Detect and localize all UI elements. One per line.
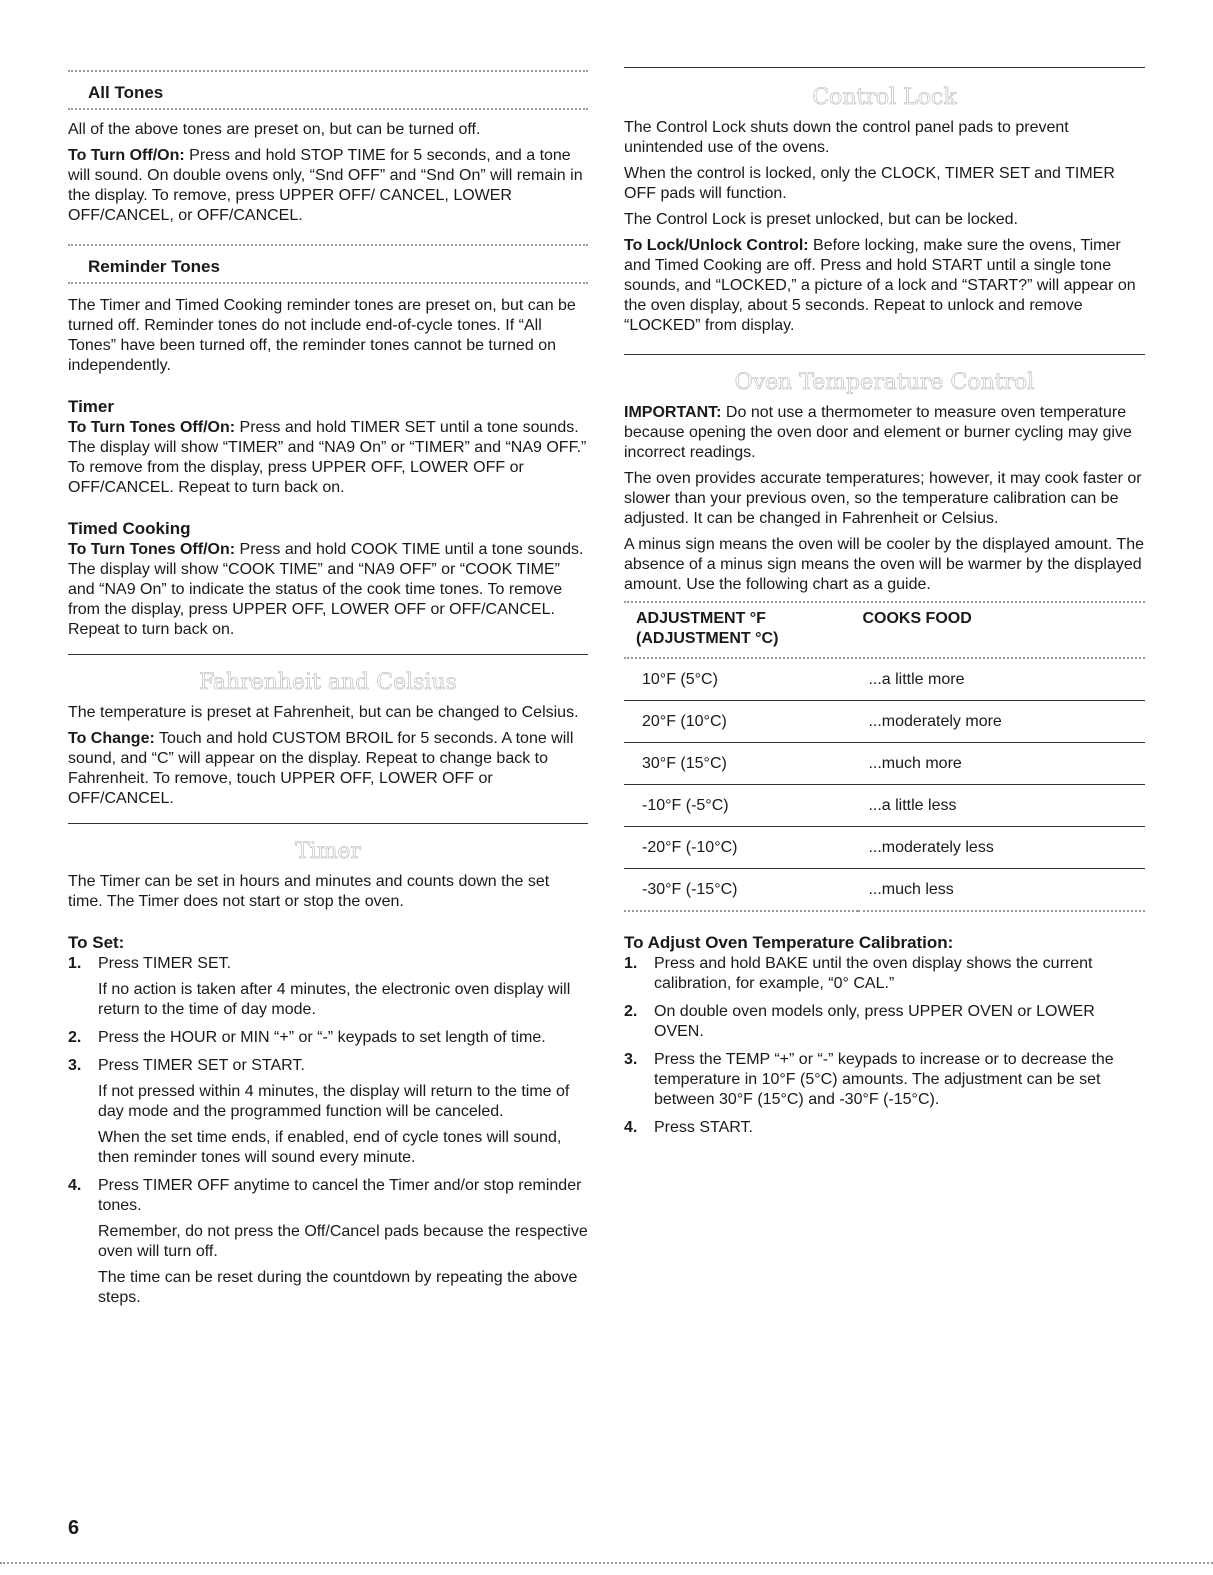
- instruction-label: To Lock/Unlock Control:: [624, 237, 809, 254]
- control-lock-instructions: [624, 236, 1145, 336]
- table-header-row: [624, 603, 1145, 657]
- step-number: 4.: [624, 1119, 638, 1136]
- step-text: Press TIMER SET or START.: [98, 1057, 305, 1074]
- timer-intro: The Timer can be set in hours and minutes and counts down the set time. The Timer does not start or stop the oven.: [68, 873, 550, 910]
- step-text: Press the HOUR or MIN “+” or “-” keypads to set length of time.: [98, 1029, 546, 1046]
- cooks-food-cell: ...moderately less: [858, 827, 1145, 869]
- fahrenheit-celsius-heading: Fahrenheit and Celsius: [199, 670, 457, 695]
- section-rule: [624, 354, 1145, 355]
- instruction-text: Touch and hold CUSTOM BROIL for 5 seconds. A tone will sound, and “C” will appear on the display. Repeat to change back to Fahrenheit. To remove, touch UPPER OFF, LOWER OFF or OFF/CANCEL.: [68, 730, 574, 807]
- timer-steps: [68, 954, 588, 1308]
- step-number: 3.: [624, 1051, 638, 1068]
- oven-temp-heading: Oven Temperature Control: [734, 370, 1035, 395]
- step-number: 2.: [624, 1003, 638, 1020]
- control-lock-heading: Control Lock: [812, 85, 957, 110]
- timed-cooking-heading: Timed Cooking: [68, 519, 191, 538]
- step-text: If no action is taken after 4 minutes, the electronic oven display will return to the time of day mode.: [98, 981, 571, 1018]
- step-number: 1.: [624, 955, 638, 972]
- instruction-text: Press and hold COOK TIME until a tone sounds. The display will show “COOK TIME” and “NA9 OFF” or “COOK TIME” and “NA9 On” to indicate the status of the cook time tones. To remove from the display, press UPPER OFF, LOWER OFF or OFF/CANCEL. Repeat to turn back on.: [68, 541, 584, 638]
- adjustment-table: [624, 603, 1145, 912]
- oven-temp-accuracy: The oven provides accurate temperatures; however, it may cook faster or slower than your previous oven, so the temperature calibration can be adjusted. It can be changed in Fahrenheit or Celsius.: [624, 470, 1142, 527]
- fahrenheit-intro: The temperature is preset at Fahrenheit, but can be changed to Celsius.: [68, 704, 579, 721]
- timer-step: [68, 1176, 588, 1308]
- step-number: 4.: [68, 1177, 82, 1194]
- table-row: [624, 659, 1145, 701]
- timer-tones-text: [68, 418, 588, 498]
- section-rule: [68, 823, 588, 824]
- table-row: [624, 827, 1145, 869]
- all-tones-heading: All Tones: [88, 83, 164, 102]
- oven-temp-minus-sign: A minus sign means the oven will be cooler by the displayed amount. The absence of a minus sign means the oven will be warmer by the displayed amount. Use the following chart as a guide.: [624, 536, 1144, 593]
- table-row: [624, 869, 1145, 912]
- step-text: On double oven models only, press UPPER OVEN or LOWER OVEN.: [654, 1003, 1095, 1040]
- timer-step: [68, 1028, 588, 1048]
- adjustment-cell: -10°F (-5°C): [624, 785, 858, 827]
- cooks-food-cell: ...a little more: [858, 659, 1145, 701]
- calibration-steps: [624, 954, 1145, 1138]
- page-bottom-border: [0, 1562, 1213, 1564]
- control-lock-pads: When the control is locked, only the CLOCK, TIMER SET and TIMER OFF pads will function.: [624, 165, 1115, 202]
- step-text: Press and hold BAKE until the oven display shows the current calibration, for example, “0° CAL.”: [654, 955, 1093, 992]
- adjustment-cell: 10°F (5°C): [624, 659, 858, 701]
- instruction-text: Press and hold STOP TIME for 5 seconds, and a tone will sound. On double ovens only, “Snd OFF” and “Snd On” will remain in the display. To remove, press UPPER OFF/ CANCEL, LOWER OFF/CANCEL, or OFF/CANCEL.: [68, 147, 583, 224]
- instruction-label: To Change:: [68, 730, 155, 747]
- step-text: Remember, do not press the Off/Cancel pads because the respective oven will turn off.: [98, 1223, 588, 1260]
- calibration-step: [624, 1002, 1145, 1042]
- important-text: Do not use a thermometer to measure oven temperature because opening the oven door and element or burner cycling may give incorrect readings.: [624, 404, 1132, 461]
- timer-step: [68, 954, 588, 1020]
- adjustment-cell: -20°F (-10°C): [624, 827, 858, 869]
- right-column: [624, 0, 1145, 1146]
- step-text: If not pressed within 4 minutes, the display will return to the time of day mode and the programmed function will be canceled.: [98, 1083, 570, 1120]
- instruction-label: To Turn Tones Off/On:: [68, 419, 236, 436]
- important-label: IMPORTANT:: [624, 404, 722, 421]
- instruction-text: Press and hold TIMER SET until a tone sounds. The display will show “TIMER” and “NA9 On” or “TIMER” and “NA9 OFF.” To remove from the display, press UPPER OFF, LOWER OFF or OFF/CANCEL. Repeat to turn back on.: [68, 419, 587, 496]
- left-column: [68, 0, 588, 1316]
- step-text: When the set time ends, if enabled, end of cycle tones will sound, then reminder tones will sound every minute.: [98, 1129, 562, 1166]
- section-rule: [68, 654, 588, 655]
- step-number: 3.: [68, 1057, 82, 1074]
- step-text: Press the TEMP “+” or “-” keypads to increase or to decrease the temperature in 10°F (5°C) amounts. The adjustment can be set between 30°F (15°C) and -30°F (-15°C).: [654, 1051, 1114, 1108]
- table-row: [624, 743, 1145, 785]
- header-line: (ADJUSTMENT °C): [636, 630, 779, 647]
- step-number: 1.: [68, 955, 82, 972]
- cooks-food-cell: ...a little less: [858, 785, 1145, 827]
- reminder-tones-heading: Reminder Tones: [88, 257, 220, 276]
- instruction-text: Before locking, make sure the ovens, Timer and Timed Cooking are off. Press and hold START until a single tone sounds, and “LOCKED,” a picture of a lock and “START?” will appear on the oven display, about 5 seconds. Repeat to unlock and remove “LOCKED” from display.: [624, 237, 1136, 334]
- oven-temp-important: [624, 403, 1145, 463]
- adjustment-cell: -30°F (-15°C): [624, 869, 858, 912]
- all-tones-instructions: [68, 146, 588, 226]
- cooks-food-column-header: COOKS FOOD: [862, 610, 972, 627]
- calibration-step: [624, 954, 1145, 994]
- timer-tones-heading: Timer: [68, 397, 114, 416]
- step-text: The time can be reset during the countdown by repeating the above steps.: [98, 1269, 578, 1306]
- step-text: Press TIMER OFF anytime to cancel the Timer and/or stop reminder tones.: [98, 1177, 582, 1214]
- reminder-tones-text: The Timer and Timed Cooking reminder tones are preset on, but can be turned off. Reminder tones do not include end-of-cycle tones. If “All Tones” have been turned off, the reminder tones cannot be turned on independently.: [68, 297, 576, 374]
- header-line: ADJUSTMENT °F: [636, 610, 766, 627]
- step-text: Press START.: [654, 1119, 753, 1136]
- control-lock-intro: The Control Lock shuts down the control panel pads to prevent unintended use of the ovens.: [624, 119, 1069, 156]
- instruction-label: To Turn Tones Off/On:: [68, 541, 236, 558]
- page-number: 6: [68, 1517, 80, 1539]
- all-tones-intro: All of the above tones are preset on, but can be turned off.: [68, 121, 481, 138]
- adjust-calibration-heading: To Adjust Oven Temperature Calibration:: [624, 933, 954, 952]
- timed-cooking-text: [68, 540, 588, 640]
- calibration-step: [624, 1050, 1145, 1110]
- section-rule: [624, 67, 1145, 68]
- adjustment-column-header: [624, 603, 858, 657]
- table-row: [624, 701, 1145, 743]
- to-set-heading: To Set:: [68, 933, 125, 952]
- cooks-food-cell: ...much more: [858, 743, 1145, 785]
- cooks-food-cell: ...much less: [858, 869, 1145, 912]
- cooks-food-cell: ...moderately more: [858, 701, 1145, 743]
- adjustment-cell: 20°F (10°C): [624, 701, 858, 743]
- table-row: [624, 785, 1145, 827]
- step-number: 2.: [68, 1029, 82, 1046]
- step-text: Press TIMER SET.: [98, 955, 232, 972]
- calibration-step: [624, 1118, 1145, 1138]
- adjustment-cell: 30°F (15°C): [624, 743, 858, 785]
- timer-section-heading: Timer: [294, 839, 362, 864]
- timer-step: [68, 1056, 588, 1168]
- instruction-label: To Turn Off/On:: [68, 147, 185, 164]
- control-lock-preset: The Control Lock is preset unlocked, but can be locked.: [624, 211, 1018, 228]
- fahrenheit-change: [68, 729, 588, 809]
